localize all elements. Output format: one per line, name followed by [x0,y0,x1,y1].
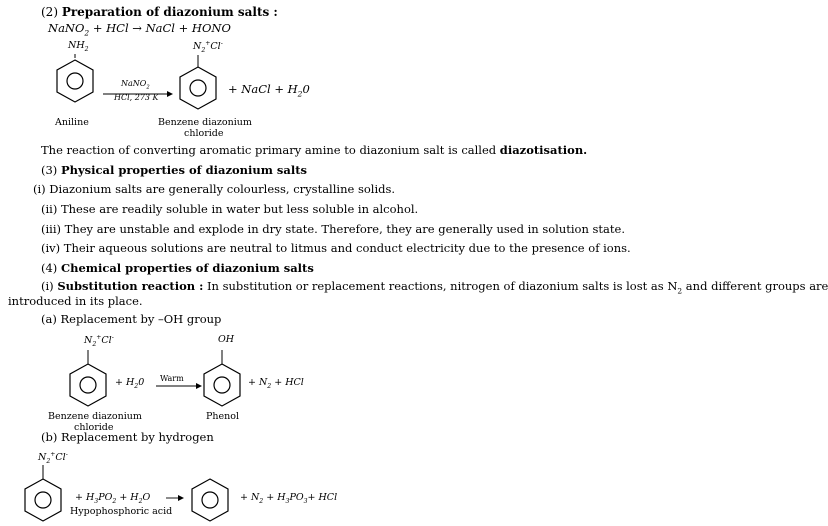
aniline-benzene-ring-icon [55,58,95,104]
section-3-heading: (3) Physical properties of diazonium salts [41,163,308,177]
benzene-diazonium-label-2: chloride [184,128,224,139]
n2cl-label: $N_2^+Cl^-$ [193,40,223,55]
aniline-label: Aniline [55,117,89,128]
property-item-4: (iv) Their aqueous solutions are neutral to litmus and conduct electricity due to the presence of ions. [41,241,631,255]
section-2-heading: (2) Preparation of diazonium salts : [41,5,278,19]
substitution-line-1: (i) Substitution reaction : In substitution or replacement reactions, nitrogen of diazonium salts is lost as $N_2$ and different groups are [41,279,828,296]
a-h2o: + $H_20$ [115,377,145,390]
a-products: + $N_2$ + HCl [248,377,304,390]
warm-label: Warm [160,374,184,383]
warm-arrow-icon [156,383,202,389]
replacement-oh-heading: (a) Replacement by –OH group [41,312,222,326]
reagent-bottom: HCl, 273 K [114,93,159,102]
a-oh-label: OH [218,334,235,345]
phenol-ring-icon [202,362,242,408]
hypophosphoric-acid-label: Hypophosphoric acid [70,506,173,517]
products-nacl-h2o: + NaCl + $H_20$ [228,82,310,99]
property-item-3: (iii) They are unstable and explode in dry state. Therefore, they are generally used in solution state. [41,222,625,236]
substitution-line-2: introduced in its place. [8,294,143,308]
a-n2cl-label: $N_2^+Cl^-$ [84,334,114,349]
replacement-hydrogen-heading: (b) Replacement by hydrogen [41,430,214,444]
b-arrow-icon [166,495,184,501]
property-item-2: (ii) These are readily soluble in water but less soluble in alcohol. [41,202,419,216]
b-n2cl-label: $N_2^+Cl^-$ [38,451,68,466]
b-reagents: + $H_3PO_2 + H_2O$ [75,492,151,505]
section-4-heading: (4) Chemical properties of diazonium salts [41,261,314,275]
diazonium-benzene-ring-icon [178,65,218,111]
nh2-label: $NH_2$ [68,40,89,53]
benzene-product-ring-icon [190,477,230,523]
a-benzene-diazonium-label-2: chloride [74,422,114,433]
a-benzene-diazonium-label-1: Benzene diazonium [48,411,142,422]
reagent-top: NaNO$_2$ [121,79,150,91]
a-diazonium-ring-icon [68,362,108,408]
b-products: + $N_2 + H_3PO_3+$ HCl [240,492,338,505]
property-item-1: (i) Diazonium salts are generally colourless, crystalline solids. [33,182,396,196]
phenol-label: Phenol [206,411,240,422]
equation-nitrous-acid: NaNO$_2$ + HCl → NaCl + HONO [48,21,231,38]
diazotisation-statement: The reaction of converting aromatic primary amine to diazonium salt is called diazotisation. [41,143,588,157]
benzene-diazonium-label-1: Benzene diazonium [158,117,252,128]
b-diazonium-ring-icon [23,477,63,523]
